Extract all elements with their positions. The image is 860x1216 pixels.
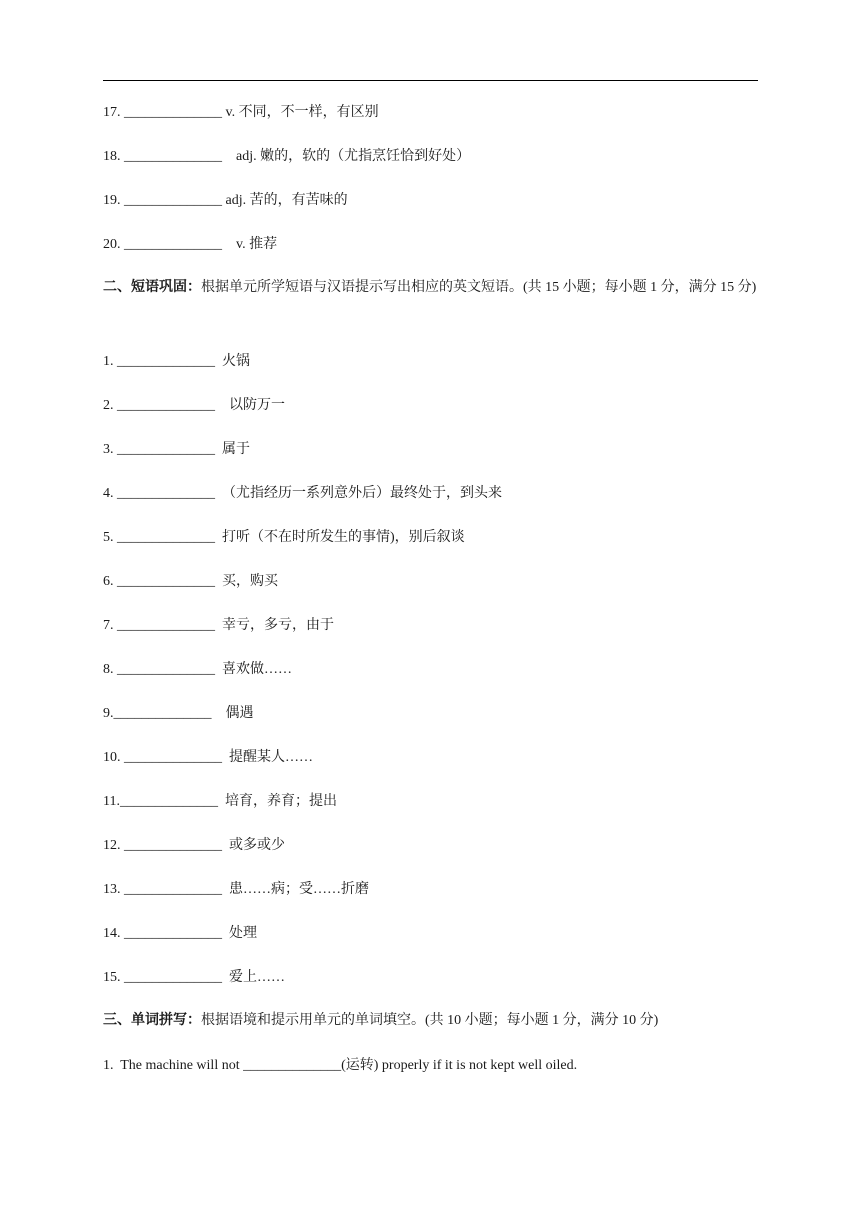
item-number: 19. [103,193,121,208]
section-2-text: 根据单元所学短语与汉语提示写出相应的英文短语。(共 15 小题；每小题 1 分，满分 15 分) [201,280,757,295]
item-gloss: 属于 [215,442,250,457]
answer-blank[interactable]: ______________ [120,838,222,853]
answer-blank[interactable]: ______________ [120,237,222,252]
item-number: 9. [103,706,114,721]
phrase-item-14 [103,924,257,944]
answer-blank[interactable]: ______________ [113,706,212,721]
item-gloss: 培育，养育；提出 [217,794,337,809]
item-gloss: v. 不同，不一样，有区别 [222,105,379,120]
answer-blank[interactable]: ______________ [120,750,222,765]
item-number: 3. [103,442,114,457]
phrase-item-11 [103,792,337,812]
answer-blank[interactable]: ______________ [120,970,222,985]
answer-blank[interactable]: ______________ [120,193,222,208]
phrase-item-3 [103,440,250,460]
item-gloss: adj. 苦的，有苦味的 [222,193,348,208]
section-3-title: 三、单词拼写： [103,1013,201,1028]
answer-blank[interactable]: ______________ [113,398,215,413]
item-gloss: 火锅 [215,354,250,369]
item-number: 17. [103,105,121,120]
section-3-instructions [103,1005,759,1037]
item-number: 2. [103,398,114,413]
item-gloss: 幸亏，多亏，由于 [215,618,334,633]
item-gloss: 提醒某人…… [222,750,313,765]
item-gloss: v. 推荐 [222,237,278,252]
item-number: 1. [103,354,114,369]
item-number: 1. [103,1058,114,1073]
item-number: 15. [103,970,121,985]
vocab-item-18 [103,147,470,167]
item-number: 13. [103,882,121,897]
item-number: 14. [103,926,121,941]
answer-blank[interactable]: ______________ [120,149,222,164]
answer-blank[interactable]: ______________ [113,486,215,501]
item-gloss: 或多或少 [222,838,285,853]
item-number: 10. [103,750,121,765]
item-gloss: 偶遇 [211,706,254,721]
phrase-item-4 [103,484,502,504]
item-gloss: 患……病；受……折磨 [222,882,369,897]
item-gloss: 打听（不在时所发生的事情)，别后叙谈 [215,530,465,545]
item-gloss: 买，购买 [215,574,278,589]
answer-blank[interactable]: ______________ [113,574,215,589]
phrase-item-7 [103,616,334,636]
phrase-item-1 [103,352,250,372]
item-number: 18. [103,149,121,164]
header-rule [103,80,758,81]
answer-blank[interactable]: ______________ [113,618,215,633]
vocab-item-20 [103,235,277,255]
phrase-item-13 [103,880,369,900]
answer-blank[interactable]: ______________ [120,882,222,897]
vocab-item-19 [103,191,348,211]
vocab-item-17 [103,103,379,123]
phrase-item-12 [103,836,285,856]
item-number: 8. [103,662,114,677]
section-2-title: 二、短语巩固： [103,280,201,295]
item-number: 20. [103,237,121,252]
answer-blank[interactable]: ______________ [113,354,215,369]
section-2-instructions [103,272,759,304]
item-number: 12. [103,838,121,853]
answer-blank[interactable]: ______________ [119,794,218,809]
item-number: 7. [103,618,114,633]
item-gloss: adj. 嫩的，软的（尤指烹饪恰到好处） [222,149,471,164]
item-gloss: 处理 [222,926,257,941]
item-gloss: 以防万一 [215,398,285,413]
item-number: 5. [103,530,114,545]
answer-blank[interactable]: ______________ [113,530,215,545]
phrase-item-8 [103,660,292,680]
phrase-item-6 [103,572,278,592]
item-gloss: （尤指经历一系列意外后）最终处于，到头来 [215,486,502,501]
phrase-item-2 [103,396,285,416]
answer-blank[interactable]: ______________ [113,662,215,677]
item-number: 11. [103,794,120,809]
item-number: 4. [103,486,114,501]
answer-blank[interactable]: ______________ [120,926,222,941]
item-number: 6. [103,574,114,589]
phrase-item-9 [103,704,254,724]
spelling-sentence[interactable]: The machine will not ______________(运转) properly if it is not kept well oiled. [113,1058,578,1073]
phrase-item-5 [103,528,465,548]
section-3-text: 根据语境和提示用单元的单词填空。(共 10 小题；每小题 1 分，满分 10 分) [201,1013,659,1028]
phrase-item-15 [103,968,285,988]
phrase-item-10 [103,748,313,768]
answer-blank[interactable]: ______________ [113,442,215,457]
item-gloss: 喜欢做…… [215,662,292,677]
item-gloss: 爱上…… [222,970,285,985]
spelling-item-1 [103,1056,577,1076]
answer-blank[interactable]: ______________ [120,105,222,120]
